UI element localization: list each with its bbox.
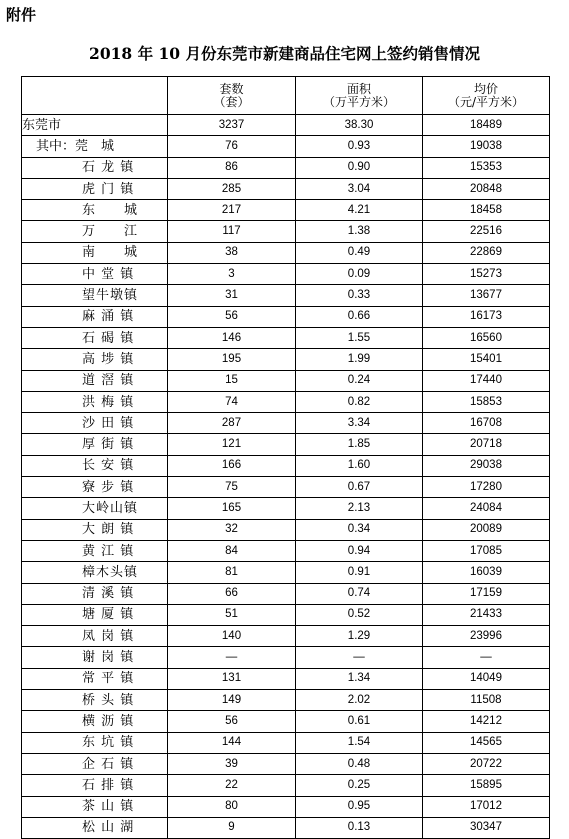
units-cell: 285: [168, 178, 296, 199]
units-cell: 117: [168, 221, 296, 242]
table-row: [22, 285, 550, 306]
price-cell: 15853: [423, 391, 550, 412]
district-name-cell: 茶 山 镇: [22, 796, 168, 817]
table-row: [22, 753, 550, 774]
area-cell: 1.29: [296, 626, 423, 647]
table-row: [22, 562, 550, 583]
table-row: [22, 178, 550, 199]
area-cell: 0.52: [296, 604, 423, 625]
price-cell: 16708: [423, 413, 550, 434]
area-cell: 1.34: [296, 668, 423, 689]
price-cell: 17012: [423, 796, 550, 817]
district-name-cell: 麻 涌 镇: [22, 306, 168, 327]
table-row: [22, 306, 550, 327]
district-name-cell: 南 城: [22, 242, 168, 263]
header-units-label: 套数: [219, 81, 244, 96]
units-cell: 144: [168, 732, 296, 753]
table-row: [22, 817, 550, 838]
area-cell: 0.34: [296, 519, 423, 540]
district-name-cell: 虎 门 镇: [22, 178, 168, 199]
district-name-cell: 石 排 镇: [22, 775, 168, 796]
units-cell: 140: [168, 626, 296, 647]
table-row: [22, 264, 550, 285]
price-cell: 15895: [423, 775, 550, 796]
area-cell: 1.60: [296, 455, 423, 476]
price-cell: —: [423, 647, 550, 668]
price-cell: 24084: [423, 498, 550, 519]
units-cell: 146: [168, 327, 296, 348]
header-area: [296, 77, 423, 115]
table-row: [22, 349, 550, 370]
area-cell: 0.91: [296, 562, 423, 583]
area-cell: 3.34: [296, 413, 423, 434]
area-cell: 0.09: [296, 264, 423, 285]
price-cell: 14565: [423, 732, 550, 753]
area-cell: 1.54: [296, 732, 423, 753]
page-title: 2018 年 10 月份东莞市新建商品住宅网上签约销售情况: [89, 44, 480, 63]
area-cell: 0.24: [296, 370, 423, 391]
table-row: [22, 732, 550, 753]
table-row: [22, 711, 550, 732]
district-name-cell: 东 城: [22, 200, 168, 221]
table-row: [22, 115, 550, 136]
area-cell: 0.90: [296, 157, 423, 178]
price-cell: 17280: [423, 477, 550, 498]
price-cell: 17440: [423, 370, 550, 391]
table-row: [22, 583, 550, 604]
district-name-cell: 凤 岗 镇: [22, 626, 168, 647]
district-name-cell: 常 平 镇: [22, 668, 168, 689]
units-cell: —: [168, 647, 296, 668]
district-name-cell: 松 山 湖: [22, 817, 168, 838]
units-cell: 22: [168, 775, 296, 796]
district-name-cell: 万 江: [22, 221, 168, 242]
units-cell: 166: [168, 455, 296, 476]
header-area-unit: （万平方米）: [322, 94, 395, 109]
price-cell: 20848: [423, 178, 550, 199]
area-cell: 0.74: [296, 583, 423, 604]
price-cell: 20718: [423, 434, 550, 455]
area-cell: 0.13: [296, 817, 423, 838]
price-cell: 29038: [423, 455, 550, 476]
price-cell: 16039: [423, 562, 550, 583]
area-cell: 0.25: [296, 775, 423, 796]
table-row: [22, 519, 550, 540]
table-row: [22, 668, 550, 689]
units-cell: 81: [168, 562, 296, 583]
district-name-cell: 中 堂 镇: [22, 264, 168, 285]
district-name-cell: 洪 梅 镇: [22, 391, 168, 412]
district-name-cell: 横 沥 镇: [22, 711, 168, 732]
units-cell: 76: [168, 136, 296, 157]
table-row: [22, 477, 550, 498]
table-row: [22, 370, 550, 391]
table-row: [22, 413, 550, 434]
price-cell: 15353: [423, 157, 550, 178]
price-cell: 18458: [423, 200, 550, 221]
header-price-unit: （元/平方米）: [447, 94, 525, 109]
units-cell: 38: [168, 242, 296, 263]
table-row: [22, 626, 550, 647]
price-cell: 15273: [423, 264, 550, 285]
district-name-cell: 其中：莞 城: [22, 136, 168, 157]
price-cell: 16560: [423, 327, 550, 348]
table-row: [22, 498, 550, 519]
price-cell: 20089: [423, 519, 550, 540]
units-cell: 56: [168, 711, 296, 732]
area-cell: 0.49: [296, 242, 423, 263]
units-cell: 149: [168, 690, 296, 711]
header-units-unit: （套）: [213, 94, 250, 109]
units-cell: 39: [168, 753, 296, 774]
area-cell: 0.33: [296, 285, 423, 306]
table-row: [22, 604, 550, 625]
units-cell: 86: [168, 157, 296, 178]
sales-table: [21, 76, 550, 839]
district-name-cell: 石 龙 镇: [22, 157, 168, 178]
table-row: [22, 540, 550, 561]
table-row: [22, 242, 550, 263]
district-name-cell: 企 石 镇: [22, 753, 168, 774]
units-cell: 56: [168, 306, 296, 327]
table-header-row: [22, 77, 550, 115]
district-name-cell: 大 朗 镇: [22, 519, 168, 540]
price-cell: 16173: [423, 306, 550, 327]
price-cell: 17085: [423, 540, 550, 561]
area-cell: 4.21: [296, 200, 423, 221]
district-name-cell: 道 滘 镇: [22, 370, 168, 391]
district-name-cell: 大岭山镇: [22, 498, 168, 519]
price-cell: 23996: [423, 626, 550, 647]
district-name-cell: 塘 厦 镇: [22, 604, 168, 625]
table-row: [22, 690, 550, 711]
units-cell: 75: [168, 477, 296, 498]
table-row: [22, 136, 550, 157]
units-cell: 66: [168, 583, 296, 604]
table-row: [22, 455, 550, 476]
price-cell: 15401: [423, 349, 550, 370]
district-name-cell: 厚 街 镇: [22, 434, 168, 455]
header-price: [423, 77, 550, 115]
district-name-cell: 东莞市: [22, 115, 168, 136]
area-cell: —: [296, 647, 423, 668]
price-cell: 21433: [423, 604, 550, 625]
table-row: [22, 157, 550, 178]
header-price-label: 均价: [473, 81, 498, 96]
units-cell: 165: [168, 498, 296, 519]
district-name-cell: 樟木头镇: [22, 562, 168, 583]
district-name-cell: 寮 步 镇: [22, 477, 168, 498]
units-cell: 80: [168, 796, 296, 817]
units-cell: 15: [168, 370, 296, 391]
price-cell: 14212: [423, 711, 550, 732]
area-cell: 1.99: [296, 349, 423, 370]
district-name-cell: 谢 岗 镇: [22, 647, 168, 668]
price-cell: 18489: [423, 115, 550, 136]
area-cell: 1.85: [296, 434, 423, 455]
area-cell: 0.48: [296, 753, 423, 774]
attachment-label: 附件: [6, 6, 37, 24]
area-cell: 0.93: [296, 136, 423, 157]
district-name-cell: 望牛墩镇: [22, 285, 168, 306]
units-cell: 84: [168, 540, 296, 561]
table-row: [22, 200, 550, 221]
area-cell: 0.61: [296, 711, 423, 732]
district-name-cell: 高 埗 镇: [22, 349, 168, 370]
price-cell: 17159: [423, 583, 550, 604]
district-name-cell: 石 碣 镇: [22, 327, 168, 348]
district-name-cell: 沙 田 镇: [22, 413, 168, 434]
units-cell: 3: [168, 264, 296, 285]
table-row: [22, 327, 550, 348]
header-blank-cell: [22, 77, 168, 115]
area-cell: 2.02: [296, 690, 423, 711]
units-cell: 31: [168, 285, 296, 306]
header-units: [168, 77, 296, 115]
table-row: [22, 775, 550, 796]
area-cell: 0.66: [296, 306, 423, 327]
table-row: [22, 796, 550, 817]
price-cell: 22516: [423, 221, 550, 242]
district-name-cell: 长 安 镇: [22, 455, 168, 476]
table-row: [22, 434, 550, 455]
area-cell: 2.13: [296, 498, 423, 519]
units-cell: 131: [168, 668, 296, 689]
units-cell: 3237: [168, 115, 296, 136]
district-name-cell: 黄 江 镇: [22, 540, 168, 561]
price-cell: 11508: [423, 690, 550, 711]
price-cell: 20722: [423, 753, 550, 774]
table-row: [22, 391, 550, 412]
table-row: [22, 647, 550, 668]
price-cell: 22869: [423, 242, 550, 263]
units-cell: 74: [168, 391, 296, 412]
units-cell: 9: [168, 817, 296, 838]
area-cell: 1.55: [296, 327, 423, 348]
units-cell: 32: [168, 519, 296, 540]
district-name-cell: 东 坑 镇: [22, 732, 168, 753]
price-cell: 30347: [423, 817, 550, 838]
units-cell: 121: [168, 434, 296, 455]
table-row: [22, 221, 550, 242]
price-cell: 13677: [423, 285, 550, 306]
area-cell: 38.30: [296, 115, 423, 136]
district-name-cell: 桥 头 镇: [22, 690, 168, 711]
units-cell: 287: [168, 413, 296, 434]
district-name-cell: 清 溪 镇: [22, 583, 168, 604]
area-cell: 3.04: [296, 178, 423, 199]
units-cell: 195: [168, 349, 296, 370]
price-cell: 19038: [423, 136, 550, 157]
units-cell: 51: [168, 604, 296, 625]
header-area-label: 面积: [346, 81, 371, 96]
area-cell: 0.94: [296, 540, 423, 561]
area-cell: 0.82: [296, 391, 423, 412]
area-cell: 1.38: [296, 221, 423, 242]
area-cell: 0.95: [296, 796, 423, 817]
units-cell: 217: [168, 200, 296, 221]
price-cell: 14049: [423, 668, 550, 689]
area-cell: 0.67: [296, 477, 423, 498]
